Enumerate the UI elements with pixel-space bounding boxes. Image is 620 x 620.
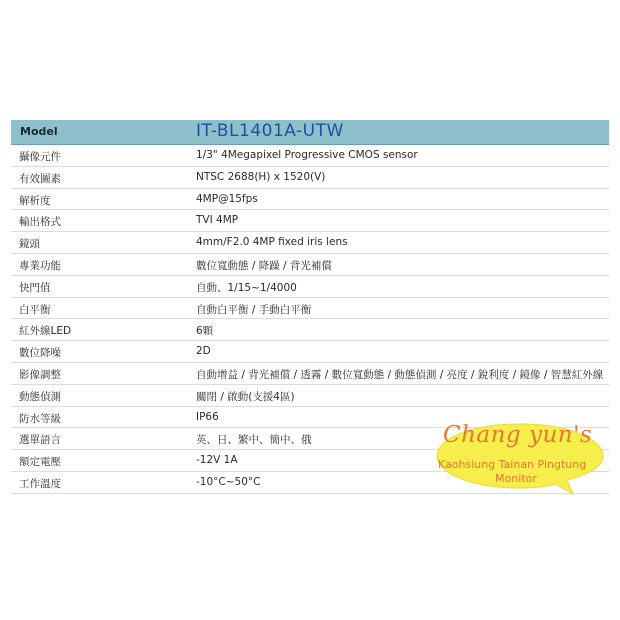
spec-row — [11, 298, 609, 320]
spec-label: 鏡頭 — [19, 238, 40, 251]
watermark-line1: Kaohsiung Tainan Pingtung — [438, 458, 587, 471]
spec-value: 英、日、繁中、簡中、俄 — [196, 434, 312, 447]
spec-label: 防水等級 — [19, 412, 61, 425]
spec-row — [11, 276, 609, 298]
model-name: IT-BL1401A-UTW — [196, 121, 344, 141]
spec-value: 自動增益 / 背光補償 / 透霧 / 數位寬動態 / 動態偵測 / 亮度 / 銳利度 / 鏡像 / 智慧紅外線 — [196, 368, 604, 381]
spec-row — [11, 341, 609, 363]
spec-value: 自動白平衡 / 手動白平衡 — [196, 303, 312, 316]
spec-row — [11, 254, 609, 276]
spec-label: 額定電壓 — [19, 456, 61, 469]
spec-row — [11, 210, 609, 232]
model-label: Model — [20, 125, 58, 138]
spec-row — [11, 232, 609, 254]
watermark-line2: Monitor — [495, 472, 537, 485]
spec-row — [11, 319, 609, 341]
spec-label: 解析度 — [19, 194, 51, 207]
spec-value: TVI 4MP — [196, 214, 239, 227]
spec-value: 關閉 / 啟動(支援4區) — [196, 390, 295, 403]
spec-label: 快門值 — [19, 281, 51, 294]
spec-row — [11, 145, 609, 167]
watermark — [433, 418, 608, 498]
spec-value: NTSC 2688(H) x 1520(V) — [196, 170, 326, 183]
spec-label: 數位降噪 — [19, 347, 61, 360]
spec-value: 自動、1/15~1/4000 — [196, 281, 297, 294]
spec-value: 1/3" 4Megapixel Progressive CMOS sensor — [196, 149, 418, 161]
spec-row — [11, 385, 609, 407]
spec-row — [11, 189, 609, 211]
spec-row — [11, 363, 609, 385]
spec-label: 動態偵測 — [19, 390, 61, 403]
spec-value: -10°C~50°C — [196, 475, 261, 488]
spec-label: 有效圖素 — [19, 172, 61, 185]
spec-value: 4MP@15fps — [196, 192, 258, 205]
spec-value: IP66 — [196, 410, 219, 423]
spec-label: 輸出格式 — [19, 216, 61, 229]
spec-label: 紅外線LED — [19, 325, 72, 338]
spec-value: -12V 1A — [196, 454, 238, 467]
spec-label: 影像調整 — [19, 368, 61, 381]
spec-value: 數位寬動態 / 降躁 / 背光補償 — [196, 259, 332, 272]
spec-value: 4mm/F2.0 4MP fixed iris lens — [196, 236, 348, 249]
spec-label: 選單語言 — [19, 434, 61, 447]
watermark-title: Chang yun's — [443, 422, 593, 448]
spec-label: 攝像元件 — [19, 151, 61, 163]
spec-value: 6顆 — [196, 325, 214, 338]
spec-header — [11, 120, 609, 145]
spec-label: 專業功能 — [19, 259, 61, 272]
spec-label: 工作溫度 — [19, 477, 61, 490]
spec-row — [11, 167, 609, 189]
spec-label: 白平衡 — [19, 303, 51, 316]
spec-value: 2D — [196, 345, 211, 358]
